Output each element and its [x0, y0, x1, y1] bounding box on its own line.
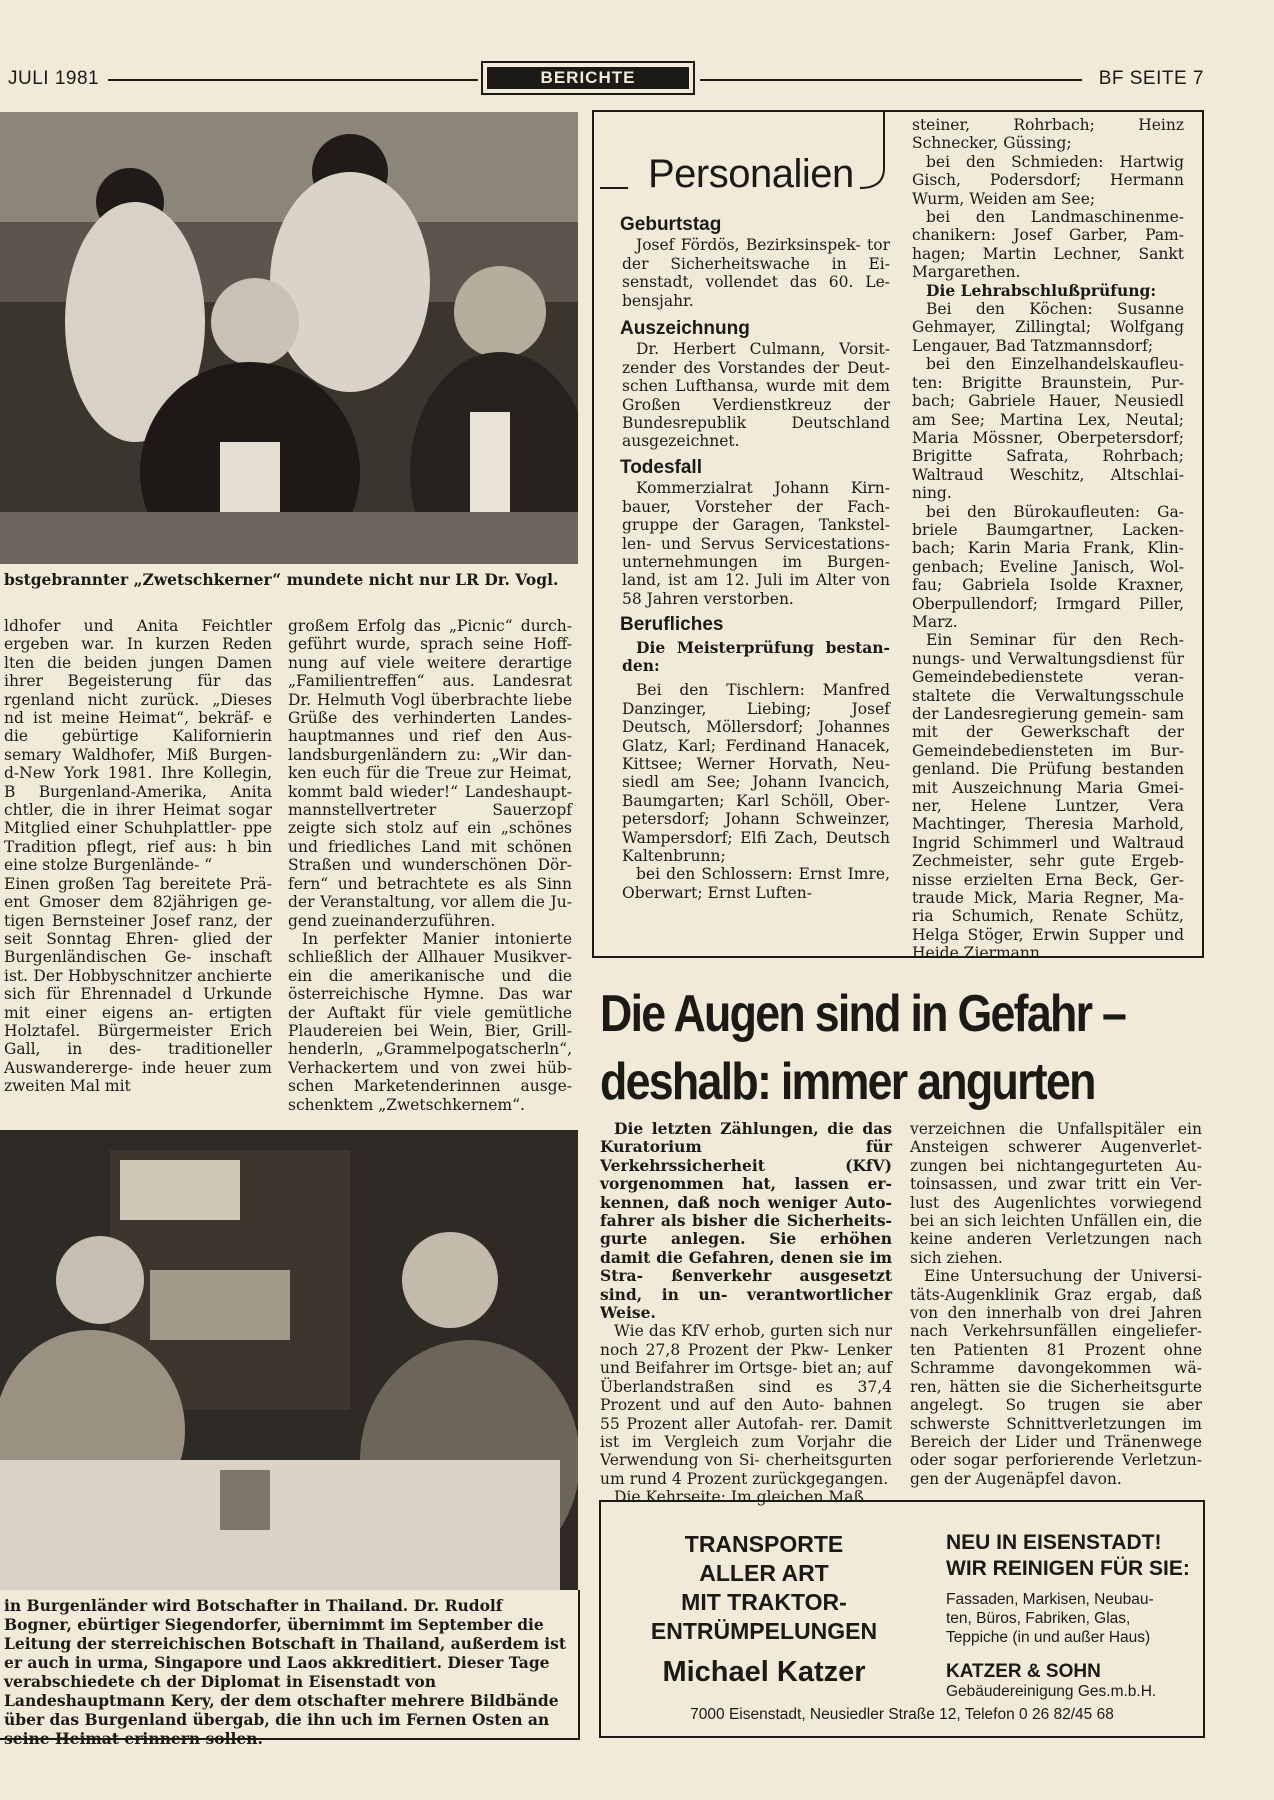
- header-rule-right: [700, 79, 1082, 81]
- ad-right-line-1: Fassaden, Markisen, Neubau-: [946, 1591, 1154, 1608]
- article2-column2: [910, 1120, 1202, 1488]
- article2-p2: Die Kehrseite: Im gleichen Maß: [614, 1488, 864, 1507]
- headline: [600, 980, 1168, 1116]
- meister-heading: Die Meisterprüfung bestan- den:: [622, 637, 890, 675]
- article2-column1: [600, 1120, 892, 1507]
- photo2-caption-frame: [0, 1590, 580, 1740]
- article1-col1-p1: ldhofer und Anita Feichtler ergeben war. In kurzen Reden lten die beiden jungen Damen ihrer Begeisterung für das rgenland nicht zurück. „Dieses nd ist meine Heimat“, bekräf- e die gebürtige Kalifornierin semary Waldhofer, Miß Burgen- d-New York 1981. Ihre Kollegin, B Burgenland-Amerika, Anita chtler, die in ihrer Heimat sogar Mitglied einer Schuhplattler- ppe Tradition pflegt, rief aus: h bin eine stolze Burgenlände- “: [4, 617, 272, 875]
- personalien-title: Personalien: [648, 152, 854, 196]
- header-rule-left: [108, 79, 478, 81]
- advertisement: [599, 1500, 1205, 1738]
- ad-right-block: [946, 1530, 1196, 1701]
- koeche-text: Bei den Köchen: Susanne Gehmayer, Zillingtal; Wolfgang Lengauer, Bad Tatzmannsdorf;: [912, 300, 1184, 355]
- ad-left-line-2: ALLER ART: [699, 1560, 829, 1586]
- ad-left-name: Michael Katzer: [662, 1656, 866, 1688]
- auszeichnung-text: Dr. Herbert Culmann, Vorsit- zender des Vorstandes der Deut- schen Lufthansa, wurde mit dem Großen Verdienstkreuz der Bundesrepublik Deutschland ausgezeichnet.: [622, 340, 890, 451]
- ad-left-line-4: ENTRÜMPELUNGEN: [650, 1618, 878, 1644]
- photo1-caption: bstgebrannter „Zwetschkerner“ mundete nicht nur LR Dr. Vogl.: [4, 570, 559, 589]
- ad-left-block: [619, 1530, 909, 1687]
- article1-column2: [288, 617, 572, 1114]
- section-label: [481, 61, 695, 95]
- article1-col1-p2: Einen großen Tag bereitete Prä- ent Gmoser dem 82jährigen ge- tigen Bernsteiner Josef ranz, der seit Sonntag Ehren- glied der Burgenländischen Ge- inschaft ist. Der Hobbyschnitzer anchierte sich für Ehrennadel d Urkunde mit einer eigens an- ertigten Holztafel. Bürgermeister Erich Gall, in des- traditioneller Auswandererge- inde heuer zum zweiten Mal mit: [4, 874, 272, 1096]
- section-label-text: BERICHTE: [487, 67, 689, 89]
- ad-right-head1: NEU IN EISENSTADT!: [946, 1531, 1162, 1554]
- landmaschinen-text: bei den Landmaschinenme- chanikern: Josef Garber, Pam- hagen; Martin Lechner, Sankt Margarethen.: [912, 208, 1184, 282]
- article1-column1: [4, 617, 272, 1096]
- header-date: JULI 1981: [8, 68, 100, 89]
- todesfall-text: Kommerzialrat Johann Kirn- bauer, Vorsteher der Fach- gruppe der Garagen, Tankstel- len- und Servus Servicestations- unternehmungen im Burgen- land, ist am 12. Juli im Alter von 58 Jahren verstorben.: [622, 479, 890, 608]
- personalien-column1: [622, 216, 890, 902]
- photo-ambassador: [0, 1130, 578, 1590]
- personalien-column2: [912, 116, 1184, 963]
- article1-col2-p1: großem Erfolg das „Picnic“ durch- geführt wurde, sprach seine Hoff- nung auf viele weitere derartige „Familientreffen“ aus. Landesrat Dr. Helmuth Vogl überbrachte liebe Grüße des verhinderten Landes- hauptmannes und rief den Aus- landsburgenländern zu: „Wir dan- ken euch für die Treue zur Heimat, kommt bald wieder!“ Landeshaupt- mannstellvertreter Sauerzopf zeigte sich stolz auf ein „schönes und friedliches Land mit schönen Straßen und wunderschönen Dör- fern“ und betrachtete es als Sinn der Veranstaltung, vor allem die Ju- gend zueinanderzuführen.: [288, 617, 572, 930]
- einzelhandel-text: bei den Einzelhandelskaufleu- ten: Brigitte Braunstein, Pur- bach; Gabriele Hauer, Neusiedl am See; Martina Lex, Neutal; Maria Mössner, Oberpetersdorf; Brigitte Safrata, Rohrbach; Waltraud Weschitz, Altschlai- ning.: [912, 355, 1184, 503]
- header-page-number: BF SEITE 7: [1098, 68, 1204, 89]
- article2-p3: verzeichnen die Unfallspitäler ein Ansteigen schwerer Augenverlet- zungen bei nichtangegurteten Au- toinsassen, und zwar tritt ein Ver- lust des Augenlichtes vorwiegend bei an sich leichten Unfällen ein, die keine anderen Verletzungen nach sich ziehen.: [910, 1120, 1202, 1267]
- personalien-continued: steiner, Rohrbach; Heinz Schnecker, Güssing;: [912, 116, 1184, 153]
- seminar-text: Ein Seminar für den Rech- nungs- und Verwaltungsdienst für Gemeindebedienstete veran- staltete die Verwaltungsschule der Landesregierung gemein- sam mit der Gewerkschaft der Gemeindebediensteten im Bur- genland. Die Prüfung bestanden mit Auszeichnung Maria Gmei- ner, Helene Luntzer, Vera Machtinger, Theresia Marhold, Ingrid Schimmerl und Waltraud Zechmeister, sehr gute Ergeb- nisse erzielten Erna Beck, Ger- traude Mick, Maria Regner, Ma- ria Schumich, Renate Schütz, Helga Stöger, Erwin Supper und Heide Ziermann.: [912, 631, 1184, 963]
- ad-right-line-2: ten, Büros, Fabriken, Glas,: [946, 1610, 1131, 1627]
- ad-right-sub: Gebäudereinigung Ges.m.b.H.: [946, 1683, 1157, 1700]
- geburtstag-text: Josef Fördös, Bezirksinspek- tor der Sicherheitswache in Ei- senstadt, vollendet das 60. Le- bensjahr.: [622, 236, 890, 310]
- article1-col2-p2: In perfekter Manier intonierte schließlich der Allhauer Musikver- ein die amerikanische und die österreichische Hymne. Das war der Auftakt für viele gemütliche Plaudereien bei Wein, Bier, Grill- henderln, „Grammelpogatscherln“, Verhackertem und von zwei hüb- schen Marketenderinnen ausge- schenktem „Zwetschkernem“.: [288, 929, 572, 1114]
- ad-left-line-3: MIT TRAKTOR-: [681, 1589, 847, 1615]
- personalien-title-frame: [598, 108, 884, 196]
- schlosser-text: bei den Schlossern: Ernst Imre, Oberwart; Ernst Luften-: [622, 865, 890, 902]
- ad-address: 7000 Eisenstadt, Neusiedler Straße 12, Telefon 0 26 82/45 68: [690, 1706, 1114, 1723]
- photo2-caption: in Burgenländer wird Botschafter in Thailand. Dr. Rudolf Bogner, ebürtiger Siegendorfer, übernimmt im September die Leitung der sterreichischen Botschaft in Thailand, außerdem ist er auch in urma, Singapore und Laos akkreditiert. Dieser Tage verabschiedete ch der Diplomat in Eisenstadt von Landeshauptmann Kery, der dem otschafter mehrere Bildbände über das Burgenland übergab, die ihn uch im Fernen Osten an seine Heimat erinnern sollen.: [4, 1596, 567, 1748]
- ad-right-head2: WIR REINIGEN FÜR SIE:: [946, 1557, 1190, 1580]
- ad-left-line-1: TRANSPORTE: [684, 1531, 844, 1557]
- lehrabschluss-heading: Die Lehrabschlußprüfung:: [926, 280, 1157, 300]
- geburtstag-heading: Geburtstag: [620, 214, 722, 235]
- ad-right-name: KATZER & SOHN: [946, 1661, 1101, 1682]
- buero-text: bei den Bürokaufleuten: Ga- briele Baumgartner, Lacken- bach; Karin Maria Frank, Klin- genbach; Eveline Janisch, Wol- fau; Gabriela Isolde Kraxner, Oberpullendorf; Irmgard Piller, Marz.: [912, 502, 1184, 631]
- article2-p1: Wie das KfV erhob, gurten sich nur noch 27,8 Prozent der Pkw- Lenker und Beifahrer im Ortsge- biet an; auf Überlandstraßen sind es 37,4 Prozent und auf den Auto- bahnen 55 Prozent aller Autofah- rer. Damit ist im Vergleich zum Vorjahr die Verwendung von Si- cherheitsgurten um rund 4 Prozent zurückgegangen.: [600, 1322, 892, 1488]
- article2-lead: Die letzten Zählungen, die das Kuratorium für Verkehrssicherheit (KfV) vorgenommen hat, lassen er- kennen, daß noch weniger Auto- fahrer als bisher die Sicherheits- gurte anlegen. Sie erhöhen damit die Gefahren, denen sie im Stra- ßenverkehr ausgesetzt sind, in un- verantwortlicher Weise.: [600, 1119, 892, 1323]
- photo-picnic: [0, 112, 578, 564]
- auszeichnung-heading: Auszeichnung: [620, 318, 750, 340]
- ad-right-line-3: Teppiche (in und außer Haus): [946, 1629, 1151, 1646]
- headline-line2: deshalb: immer angurten: [600, 1053, 1095, 1111]
- headline-line1: Die Augen sind in Gefahr –: [600, 985, 1126, 1043]
- todesfall-heading: Todesfall: [620, 456, 702, 478]
- article2-p4: Eine Untersuchung der Universi- täts-Augenklinik Graz ergab, daß von den innerhalb von drei Jahren nach Verkehrsunfällen eingeliefer- ten Patienten 81 Prozent ohne Schramme davongekommen wä- ren, hätten sie die Sicherheitsgurte angelegt. So trugen sie aber schwerste Schnittverletzungen im Bereich der Lider und Tränenwege oder sogar perforierende Verletzun- gen der Augenäpfel davon.: [910, 1267, 1202, 1488]
- berufliches-heading: Berufliches: [620, 614, 724, 636]
- schmiede-text: bei den Schmieden: Hartwig Gisch, Podersdorf; Hermann Wurm, Weiden am See;: [912, 152, 1184, 208]
- meister-text: Bei den Tischlern: Manfred Danzinger, Liebing; Josef Deutsch, Möllersdorf; Johannes Glatz, Karl; Ferdinand Hanacek, Kittsee; Werner Horvath, Neu- siedl am See; Johann Ivancich, Baumgarten; Karl Schöll, Ober- petersdorf; Johann Schweinzer, Wampersdorf; Elfi Zach, Deutsch Kaltenbrunn;: [622, 681, 890, 865]
